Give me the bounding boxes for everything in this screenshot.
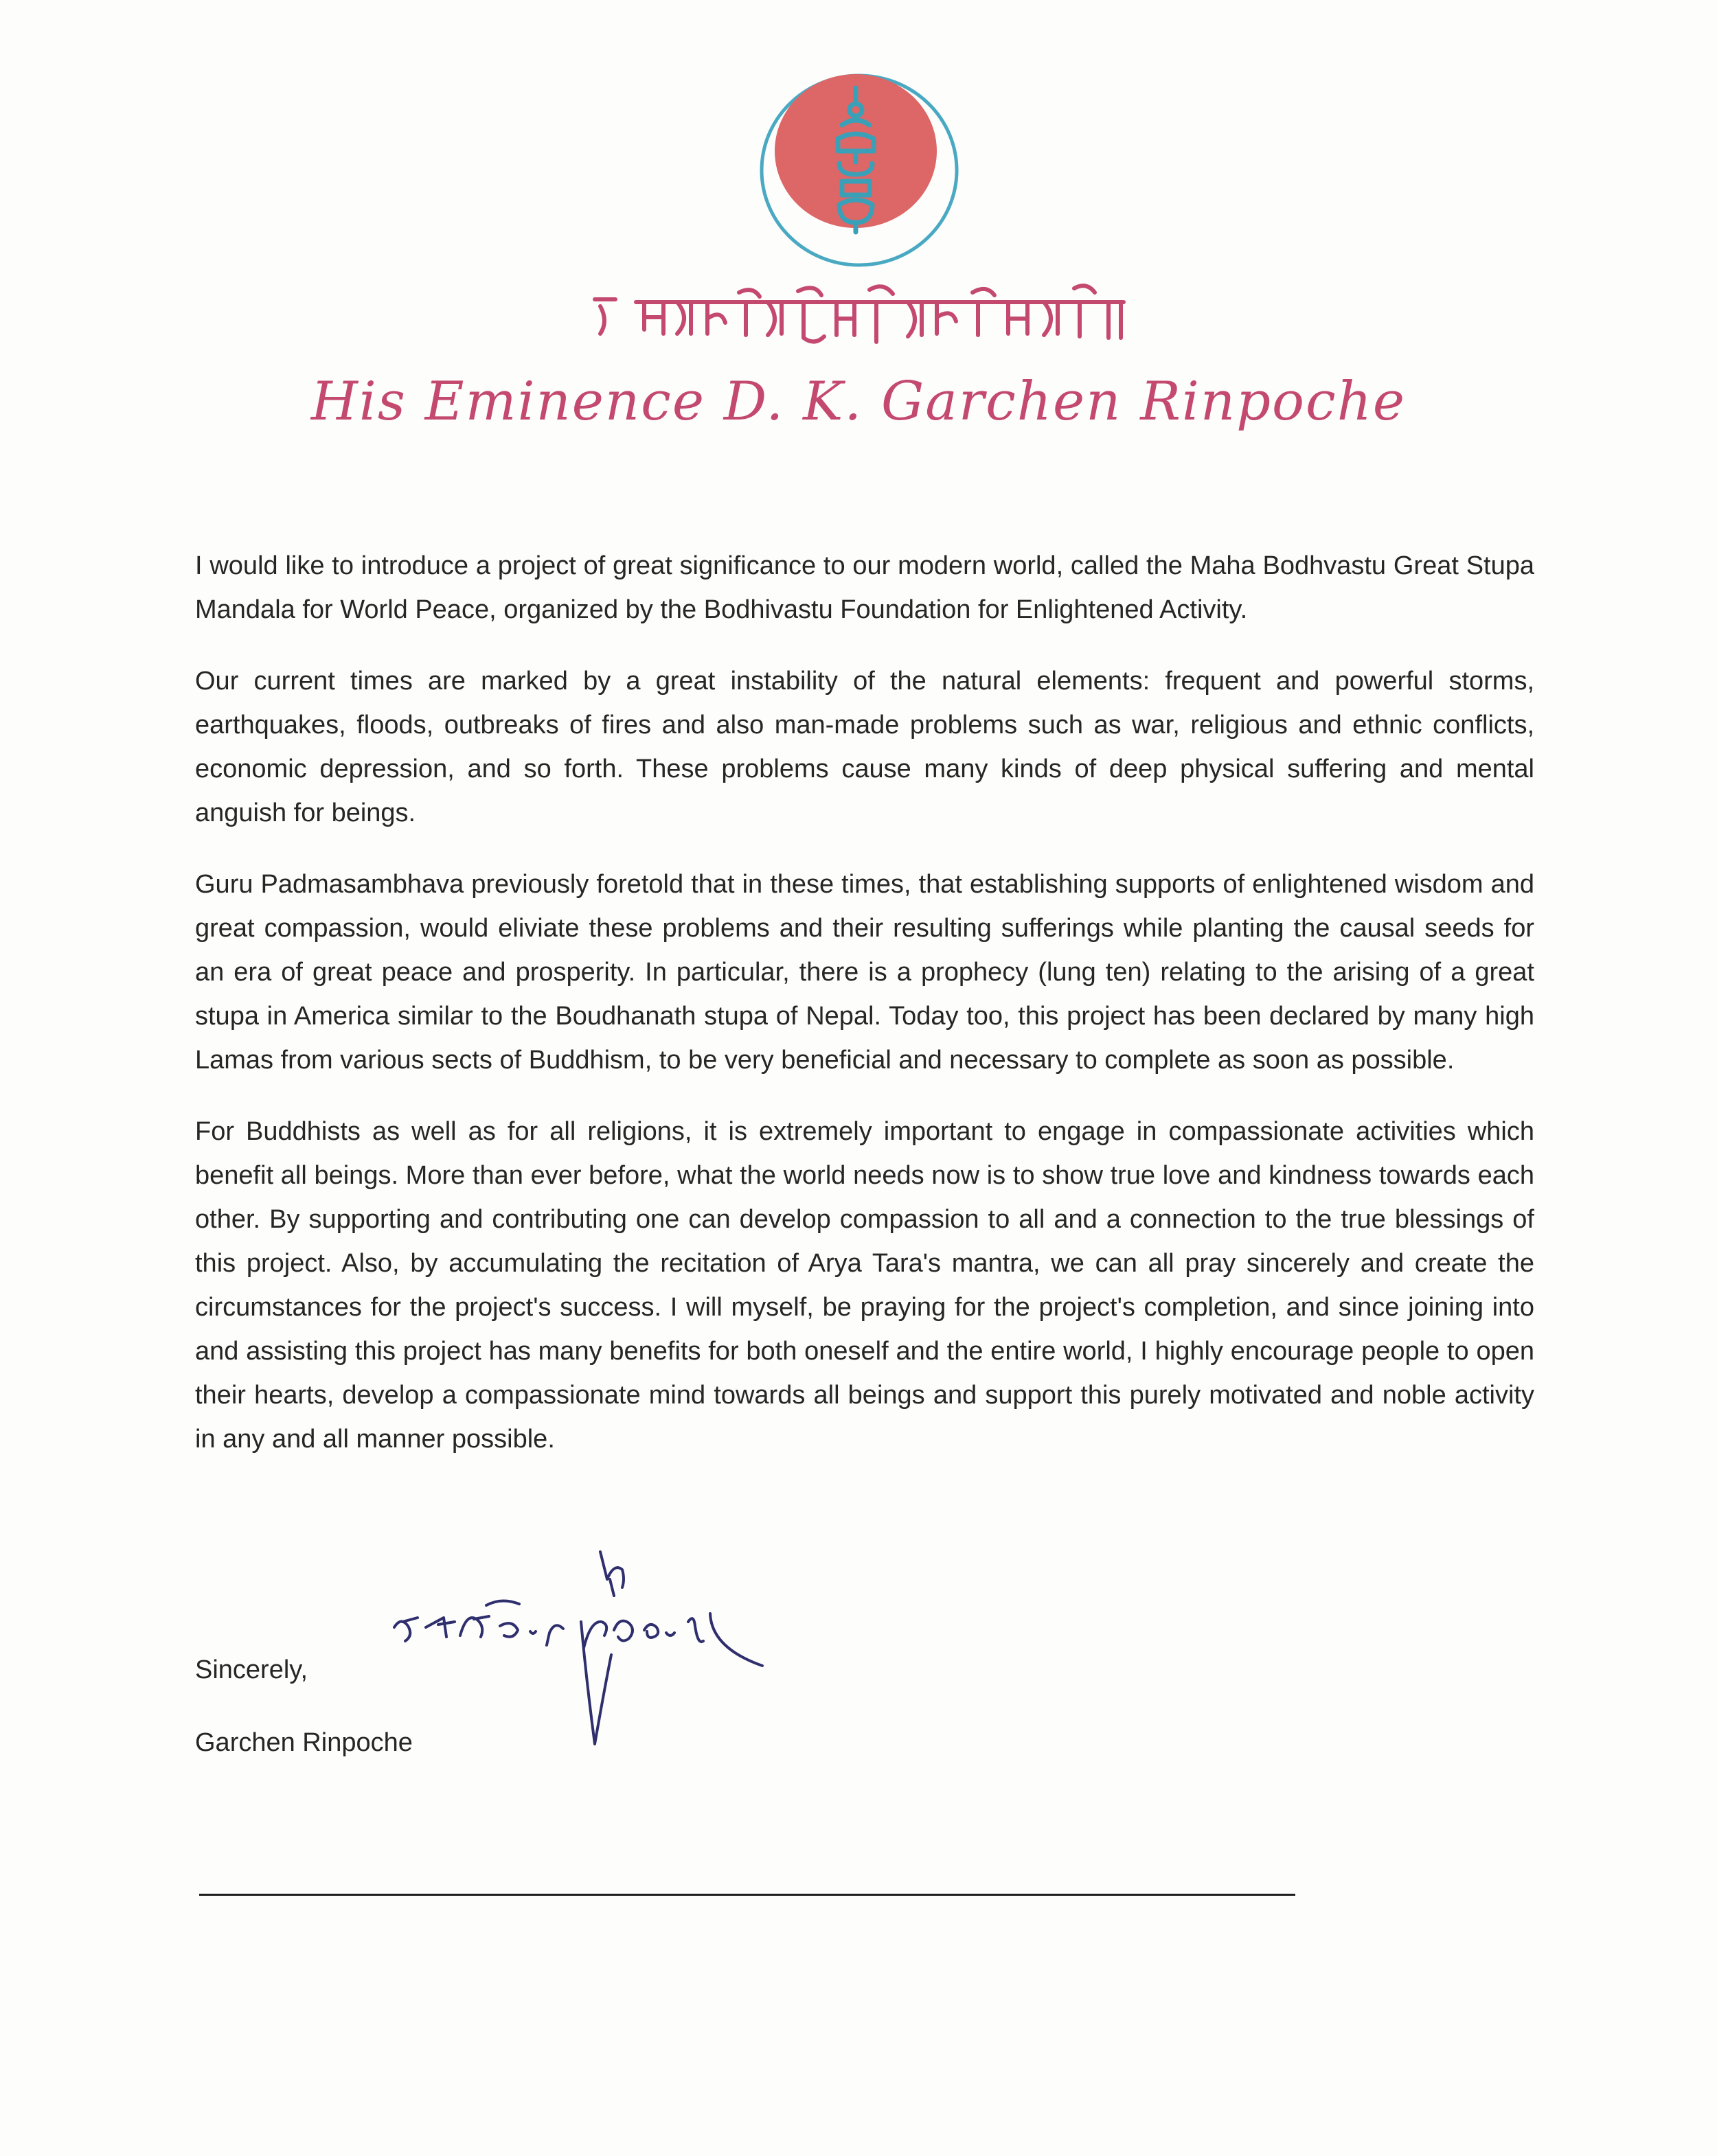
closing-salutation: Sincerely, <box>195 1655 308 1684</box>
signature-rule <box>199 1894 1295 1896</box>
letter-body <box>195 544 1534 1489</box>
tibetan-name-calligraphy <box>588 279 1137 354</box>
letter-paragraph: For Buddhists as well as for all religions, it is extremely important to engage in compassionate activities which benefit all beings. More than ever before, what the world needs now is to show true love and kindness towards each other. By supporting and contributing one can develop compassion to all and a connection to the true blessings of this project. Also, by accumulating the recitation of Arya Tara's mantra, we can all pray sincerely and create the circumstances for the project's success. I will myself, be praying for the project's completion, and since joining into and assisting this project has many benefits for both oneself and the entire world, I highly encourage people to open their hearts, develop a compassionate mind towards all beings and support this purely motivated and noble activity in any and all manner possible. <box>195 1117 1534 1454</box>
signer-name: Garchen Rinpoche <box>195 1728 413 1757</box>
letter-paragraph: Guru Padmasambhava previously foretold that in these times, that establishing supports of enlightened wisdom and great compassion, would eliviate these problems and their resulting sufferings while planting the causal seeds for an era of great peace and prosperity. In particular, there is a prophecy (lung ten) relating to the arising of a great stupa in America similar to the Boudhanath stupa of Nepal. Today too, this project has been declared by many high Lamas from various sects of Buddhism, to be very beneficial and necessary to complete as soon as possible. <box>195 870 1534 1075</box>
letter-paragraph: Our current times are marked by a great instability of the natural elements: frequent and powerful storms, earthquakes, floods, outbreaks of fires and also man-made problems such as war, religious and ethnic conflicts, economic depression, and so forth. These problems cause many kinds of deep physical suffering and mental anguish for beings. <box>195 667 1534 827</box>
emblem-logo-icon <box>746 67 973 271</box>
handwritten-signature <box>378 1545 817 1758</box>
letter-paragraph: I would like to introduce a project of great significance to our modern world, called the Maha Bodhvastu Great Stupa Mandala for World Peace, organized by the Bodhivastu Foundation for Enlightened Activity. <box>195 551 1534 624</box>
letterhead-title: His Eminence D. K. Garchen Rinpoche <box>310 371 1407 433</box>
